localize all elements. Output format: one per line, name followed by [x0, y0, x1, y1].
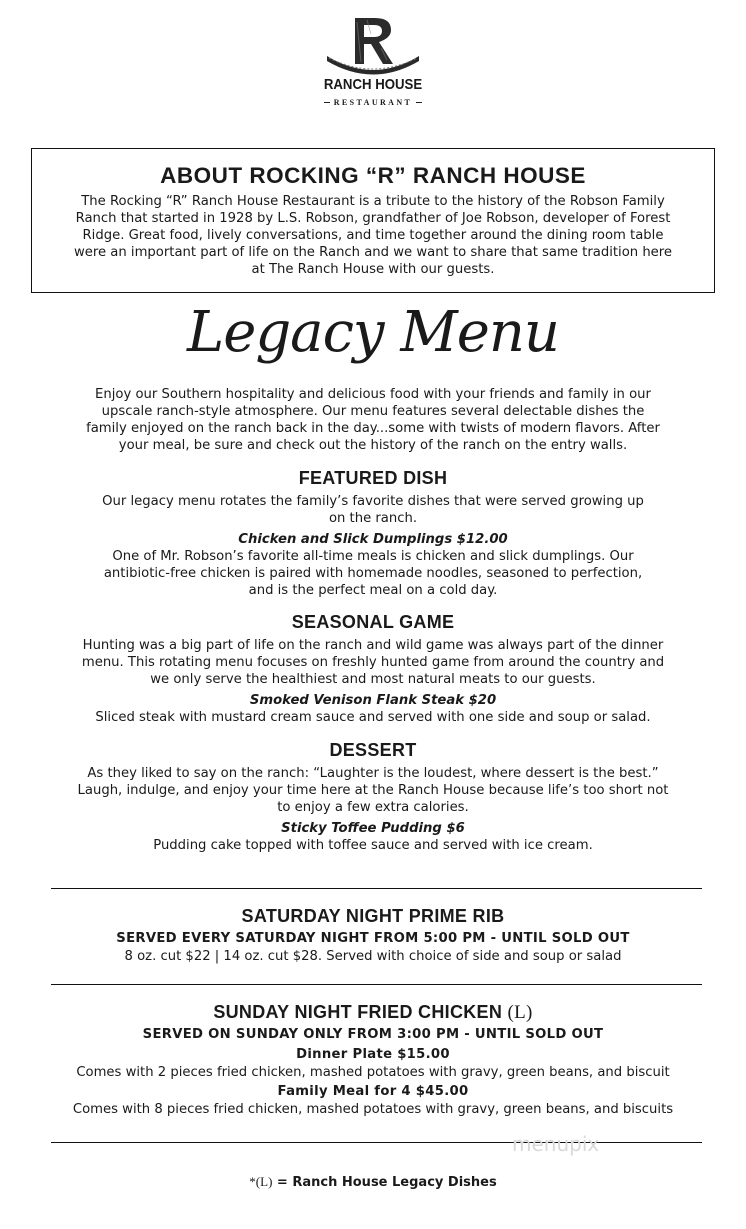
text-line: to enjoy a few extra calories. [277, 800, 469, 815]
divider [51, 1142, 702, 1143]
text-line: Laugh, indulge, and enjoy your time here at the Ranch House because life’s too short not [77, 783, 669, 798]
logo-subtitle-row [0, 98, 746, 107]
text-line: Our legacy menu rotates the family’s favorite dishes that were served growing up [102, 494, 644, 509]
text-line: Pudding cake topped with toffee sauce and served with ice cream. [153, 838, 593, 853]
text-line: Hunting was a big part of life on the ranch and wild game was always part of the dinner [82, 638, 664, 653]
about-text [32, 193, 714, 278]
text-line: Sliced steak with mustard cream sauce and served with one side and soup or salad. [95, 710, 651, 725]
section-title-text: SUNDAY NIGHT FRIED CHICKEN [213, 1002, 503, 1022]
text-line: One of Mr. Robson’s favorite all-time meals is chicken and slick dumplings. Our [112, 549, 634, 564]
rocking-r-logo-icon [321, 14, 425, 76]
text-line: and is the perfect meal on a cold day. [248, 583, 498, 598]
section-description [40, 765, 706, 816]
text-line: Enjoy our Southern hospitality and delicious food with your friends and family in our [95, 387, 651, 402]
dish-description [40, 709, 706, 726]
text-line: at The Ranch House with our guests. [251, 262, 495, 277]
section-description [40, 637, 706, 688]
dessert-section [40, 740, 706, 854]
text-line: upscale ranch-style atmosphere. Our menu features several delectable dishes the [101, 404, 645, 419]
text-line: were an important part of life on the Ranch and we want to share that same tradition here [73, 245, 673, 260]
section-title [40, 1002, 706, 1024]
text-line: your meal, be sure and check out the history of the ranch on the entry walls. [118, 438, 628, 453]
text-line: menu. This rotating menu focuses on freshly hunted game from around the country and [81, 655, 665, 670]
dish-title: Sticky Toffee Pudding $6 [281, 821, 465, 836]
text-line: As they liked to say on the ranch: “Laughter is the loudest, where dessert is the best.” [87, 766, 659, 781]
text-line: family enjoyed on the ranch back in the day...some with twists of modern flavors. After [86, 421, 660, 436]
served-note: SERVED ON SUNDAY ONLY FROM 3:00 PM - UNTIL SOLD OUT [142, 1027, 604, 1042]
section-title: SEASONAL GAME [291, 612, 455, 632]
dish-title: Chicken and Slick Dumplings $12.00 [238, 532, 508, 547]
section-description [40, 493, 706, 527]
menu-item-title: Family Meal for 4 $45.00 [277, 1084, 469, 1099]
about-box [31, 148, 715, 293]
footnote-text: = Ranch House Legacy Dishes [272, 1175, 497, 1190]
divider [416, 102, 422, 103]
divider [51, 888, 702, 889]
logo [0, 14, 746, 107]
section-title: DESSERT [329, 740, 417, 760]
divider [51, 984, 702, 985]
text-line: on the ranch. [328, 511, 418, 526]
menu-item-description: Comes with 2 pieces fried chicken, mashed potatoes with gravy, green beans, and biscuit [76, 1065, 670, 1080]
dish-description [40, 837, 706, 854]
logo-subtitle: RESTAURANT [333, 98, 413, 107]
served-note: SERVED EVERY SATURDAY NIGHT FROM 5:00 PM - UNTIL SOLD OUT [116, 931, 630, 946]
about-title: ABOUT ROCKING “R” RANCH HOUSE [160, 163, 586, 188]
text-line: we only serve the healthiest and most natural meats to our guests. [150, 672, 596, 687]
text-line: antibiotic-free chicken is paired with homemade noodles, seasoned to perfection, [103, 566, 643, 581]
legacy-mark: *(L) [249, 1174, 273, 1189]
dish-description [40, 548, 706, 599]
legacy-menu-title: Legacy Menu [187, 300, 559, 365]
text-line: The Rocking “R” Ranch House Restaurant is a tribute to the history of the Robson Family [81, 194, 665, 209]
fried-chicken-section [40, 1002, 706, 1118]
prime-rib-section [40, 906, 706, 965]
text-line: Ridge. Great food, lively conversations, and time together around the dining room table [82, 228, 664, 243]
seasonal-game-section [40, 612, 706, 726]
legend-footnote [0, 1174, 746, 1190]
logo-name: RANCH HOUSE [323, 76, 423, 93]
section-description: 8 oz. cut $22 | 14 oz. cut $28. Served with choice of side and soup or salad [124, 949, 622, 964]
section-title: SATURDAY NIGHT PRIME RIB [241, 906, 505, 926]
featured-dish-section [40, 468, 706, 599]
menu-item-title: Dinner Plate $15.00 [296, 1047, 450, 1062]
intro-text [50, 386, 696, 454]
watermark: menupix [512, 1132, 600, 1156]
dish-title: Smoked Venison Flank Steak $20 [249, 693, 497, 708]
divider [324, 102, 330, 103]
legacy-mark: (L) [507, 1002, 533, 1023]
section-title: FEATURED DISH [298, 468, 448, 488]
menu-item-description: Comes with 8 pieces fried chicken, mashed potatoes with gravy, green beans, and biscuits [72, 1102, 674, 1117]
text-line: Ranch that started in 1928 by L.S. Robson, grandfather of Joe Robson, developer of Forest [75, 211, 671, 226]
